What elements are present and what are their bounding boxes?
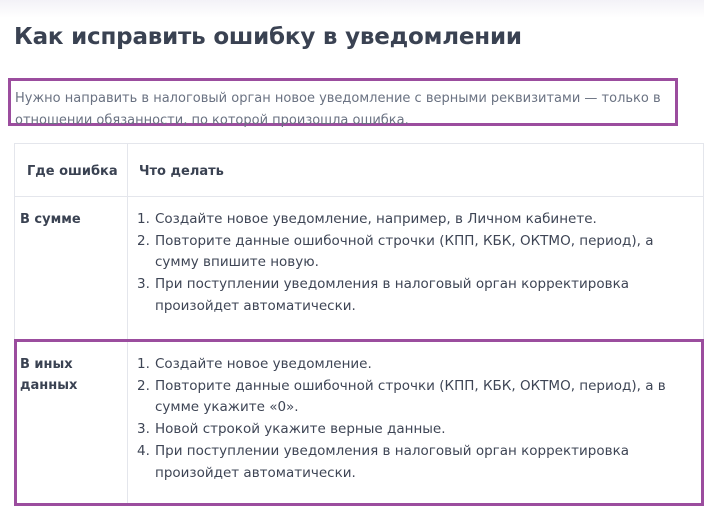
step-text: Создайте новое уведомление, например, в Личном кабинете. (155, 211, 597, 227)
intro-text: Нужно направить в налоговый орган новое уведомление с верными реквизитами — только в отношении обязанности, по которой произошла ошибка. (15, 91, 661, 128)
list-item (137, 441, 675, 484)
page-title: Как исправить ошибку в уведомлении (14, 24, 522, 50)
intro-highlight-box (8, 78, 678, 126)
instructions-table (14, 143, 704, 505)
column-divider (127, 144, 128, 504)
step-text: При поступлении уведомления в налоговый орган корректировка произойдет автоматически. (155, 442, 629, 481)
step-number: 4. (137, 442, 150, 459)
list-item (137, 354, 675, 376)
step-number: 1. (137, 356, 150, 372)
step-text: Создайте новое уведомление. (155, 356, 372, 372)
step-text: Повторите данные ошибочной строчки (КПП, КБК, ОКТМО, период), а сумму впишите новую. (155, 232, 654, 271)
step-number: 3. (137, 421, 150, 438)
step-text: При поступлении уведомления в налоговый орган корректировка произойдет автоматически. (155, 276, 629, 314)
step-text: Повторите данные ошибочной строчки (КПП, КБК, ОКТМО, период), а в сумме укажите «0». (155, 377, 666, 416)
step-number: 2. (137, 377, 150, 394)
list-item (137, 209, 675, 231)
steps-list-sum (137, 209, 675, 318)
header-what-to-do: Что делать (139, 164, 224, 179)
steps-list-other-data (137, 354, 675, 484)
header-where: Где ошибка (27, 164, 118, 179)
row-divider (15, 339, 703, 340)
list-item (137, 274, 675, 317)
row-label-sum: В сумме (20, 212, 81, 227)
step-number: 3. (137, 276, 150, 293)
list-item (137, 231, 675, 274)
row-label-other-data: В иных данных (20, 357, 78, 393)
header-row-divider (15, 196, 703, 197)
step-text: Новой строкой укажите верные данные. (155, 421, 446, 438)
step-number: 2. (137, 232, 150, 249)
list-item (137, 376, 675, 419)
step-number: 1. (137, 211, 150, 227)
list-item (137, 419, 675, 441)
